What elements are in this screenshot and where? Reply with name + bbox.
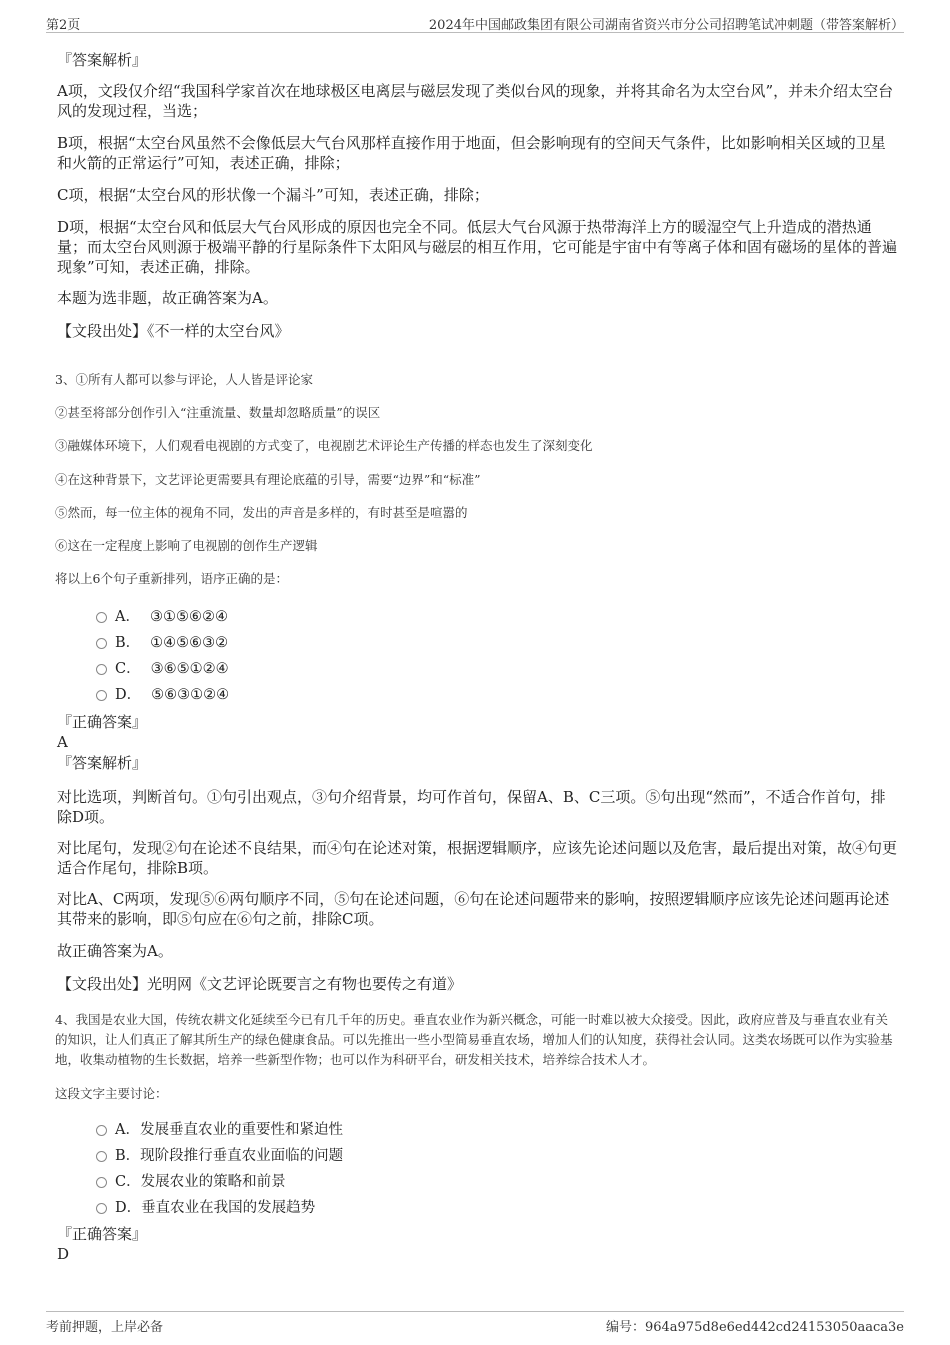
q4-option-d[interactable]: D．垂直农业在我国的发展趋势 [96, 1198, 315, 1218]
q4-stem: 4、我国是农业大国，传统农耕文化延续至今已有几千年的历史。垂直农业作为新兴概念，可能一时难以被大众接受。因此，政府应普及与垂直农业有关的知识，让人们真正了解其所生产的绿色健康食品。可以先推出一些小型简易垂直农场，增加人们的认知度，获得社会认同。这类农场既可以作为实验基地，收集动植物的生长数据，培养一些新型作物；也可以作为科研平台，研发相关技术，培养综合技术人才。 [55, 1012, 893, 1067]
q3-analysis-p1: 对比选项，判断首句。①句引出观点，③句介绍背景，均可作首句，保留A、B、C三项。⑤句出现“然而”，不适合作首句，排除D项。 [57, 788, 886, 826]
radio-icon[interactable] [96, 612, 107, 623]
q3-analysis-label: 『答案解析』 [57, 754, 148, 772]
q2-analysis-c: C项，根据“太空台风的形状像一个漏斗”可知，表述正确，排除； [57, 186, 489, 204]
page-header [46, 12, 904, 33]
q2-analysis-b: B项，根据“太空台风虽然不会像低层大气台风那样直接作用于地面，但会影响现有的空间天气条件，比如影响相关区域的卫星和火箭的正常运行”可知，表述正确，排除； [57, 134, 886, 172]
document-title: 2024年中国邮政集团有限公司湖南省资兴市分公司招聘笔试冲刺题（带答案解析） [428, 18, 904, 33]
q2-analysis-d: D项，根据“太空台风和低层大气台风形成的原因也完全不同。低层大气台风源于热带海洋上方的暖湿空气上升造成的潜热通量；而太空台风则源于极端平静的行星际条件下太阳风与磁层的相互作用，它可能是宇宙中有等离子体和固有磁场的星体的普遍现象”可知，表述正确，排除。 [57, 218, 898, 276]
q4-answer-label: 『正确答案』 [57, 1225, 148, 1243]
q3-sentence-5: ⑤然而，每一位主体的视角不同，发出的声音是多样的，有时甚至是喧嚣的 [55, 505, 468, 520]
radio-icon[interactable] [96, 1203, 107, 1214]
q3-analysis-p3: 对比A、C两项，发现⑤⑥两句顺序不同，⑤句在论述问题，⑥句在论述问题带来的影响，按照逻辑顺序应该先论述问题再论述其带来的影响，即⑤句应在⑥句之前，排除C项。 [57, 890, 890, 928]
q3-option-c[interactable]: C． ③⑥⑤①②④ [96, 659, 229, 679]
q2-analysis-a: A项，文段仅介绍“我国科学家首次在地球极区电离层与磁层发现了类似台风的现象，并将其命名为太空台风”，并未介绍太空台风的发现过程，当选； [57, 82, 894, 120]
q3-prompt: 将以上6个句子重新排列，语序正确的是： [55, 571, 288, 586]
q3-option-b[interactable]: B． ①④⑤⑥③② [96, 633, 228, 653]
q3-sentence-6: ⑥这在一定程度上影响了电视剧的创作生产逻辑 [55, 538, 318, 553]
page-number: 第2页 [46, 18, 81, 33]
page-footer [46, 1311, 904, 1336]
q2-source: 【文段出处】《不一样的太空台风》 [57, 322, 290, 340]
radio-icon[interactable] [96, 1151, 107, 1162]
q4-prompt: 这段文字主要讨论： [55, 1086, 168, 1101]
q4-option-c[interactable]: C．发展农业的策略和前景 [96, 1172, 286, 1192]
radio-icon[interactable] [96, 1177, 107, 1188]
q3-sentence-2: ②甚至将部分创作引入“注重流量、数量却忽略质量”的误区 [55, 405, 381, 420]
q3-sentence-1: 3、①所有人都可以参与评论，人人皆是评论家 [55, 372, 313, 387]
footer-slogan: 考前押题，上岸必备 [46, 1320, 164, 1335]
q3-option-d[interactable]: D． ⑤⑥③①②④ [96, 685, 229, 705]
radio-icon[interactable] [96, 1125, 107, 1136]
q2-conclusion: 本题为选非题，故正确答案为A。 [57, 289, 278, 307]
q3-answer: A [57, 733, 68, 751]
radio-icon[interactable] [96, 690, 107, 701]
radio-icon[interactable] [96, 638, 107, 649]
q3-sentence-4: ④在这种背景下，文艺评论更需要具有理论底蕴的引导，需要“边界”和“标准” [55, 472, 481, 487]
q3-option-a[interactable]: A． ③①⑤⑥②④ [96, 607, 228, 627]
q3-source: 【文段出处】光明网《文艺评论既要言之有物也要传之有道》 [57, 975, 463, 993]
q4-answer: D [57, 1245, 70, 1263]
radio-icon[interactable] [96, 664, 107, 675]
q4-option-a[interactable]: A．发展垂直农业的重要性和紧迫性 [96, 1120, 343, 1140]
q4-option-b[interactable]: B．现阶段推行垂直农业面临的问题 [96, 1146, 343, 1166]
q3-analysis-p2: 对比尾句，发现②句在论述不良结果，而④句在论述对策，根据逻辑顺序，应该先论述问题以及危害，最后提出对策，故④句更适合作尾句，排除B项。 [57, 839, 898, 877]
q2-analysis-label: 『答案解析』 [57, 51, 148, 69]
q3-answer-label: 『正确答案』 [57, 713, 148, 731]
document-id: 编号：964a975d8e6ed442cd24153050aaca3e [605, 1320, 904, 1335]
q3-sentence-3: ③融媒体环境下，人们观看电视剧的方式变了，电视剧艺术评论生产传播的样态也发生了深刻变化 [55, 438, 593, 453]
q3-conclusion: 故正确答案为A。 [57, 942, 173, 960]
